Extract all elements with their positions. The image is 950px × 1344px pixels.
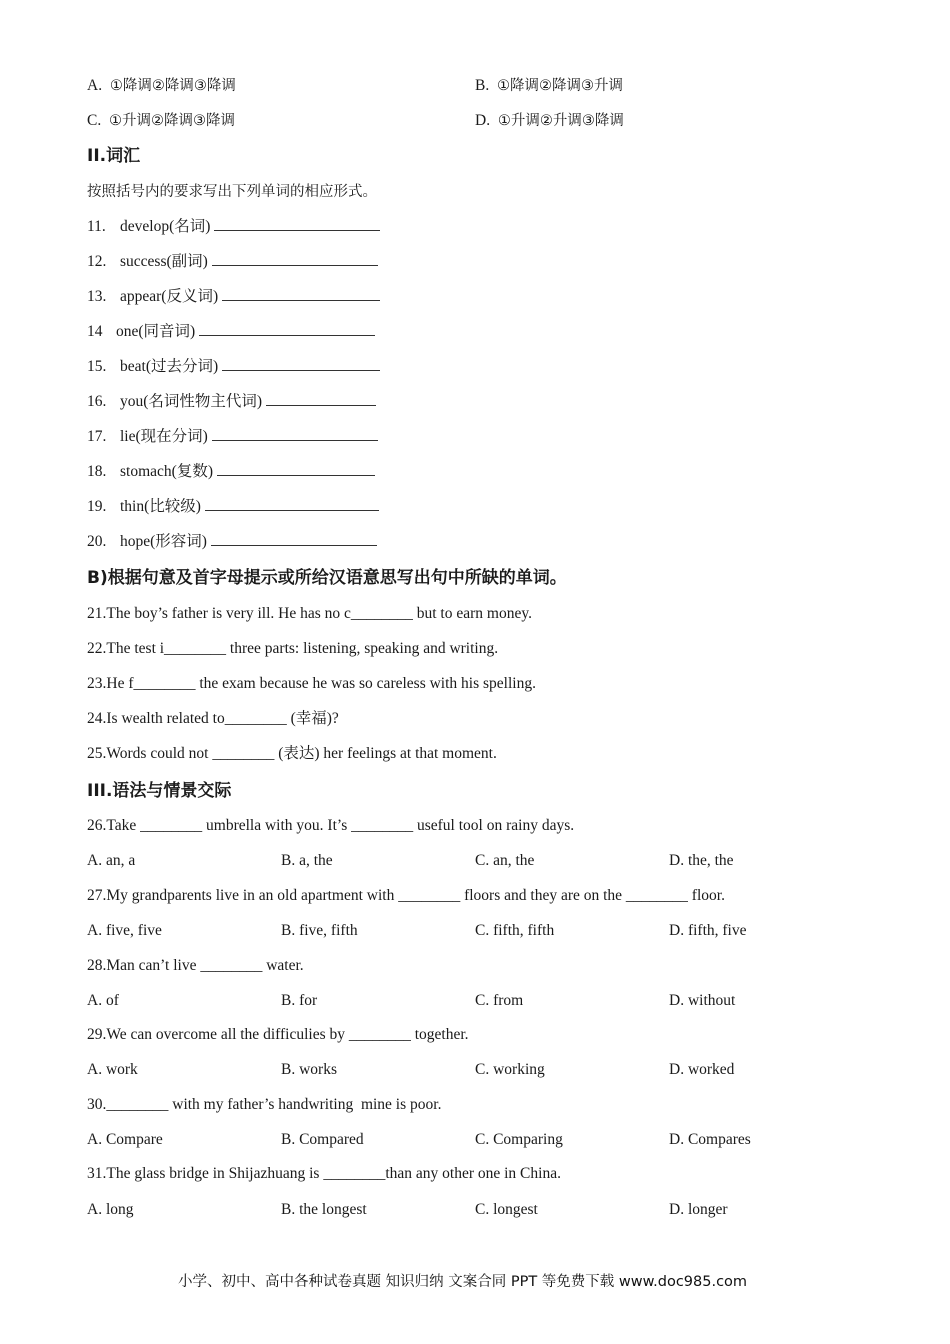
option-letter: D. <box>475 112 491 129</box>
tone-option-c <box>87 111 235 131</box>
option-text: ①降调②降调③降调 <box>109 78 236 94</box>
question-28: 28.Man can’t live ________ water. <box>87 957 304 974</box>
fill-sentence-21: 21.The boy’s father is very ill. He has no c________ but to earn money. <box>87 605 532 622</box>
answer-blank[interactable] <box>212 426 378 441</box>
answer-blank[interactable] <box>222 356 380 371</box>
item-word: develop(名词) <box>120 218 211 235</box>
page-footer: 小学、初中、高中各种试卷真题 知识归纳 文案合同 PPT 等免费下载 www.doc985.com <box>178 1274 748 1290</box>
fill-sentence-25: 25.Words could not ________ (表达) her feelings at that moment. <box>87 745 497 762</box>
section-heading-grammar: III.语法与情景交际 <box>87 781 232 801</box>
option-text: ①升调②降调③降调 <box>108 113 235 129</box>
item-number: 15. <box>87 358 107 375</box>
fill-sentence-22: 22.The test i________ three parts: listening, speaking and writing. <box>87 640 499 657</box>
item-word: one(同音词) <box>116 323 196 340</box>
answer-blank[interactable] <box>205 496 379 511</box>
choice-d[interactable]: D. without <box>669 992 736 1009</box>
tone-option-b <box>475 76 623 96</box>
item-word: you(名词性物主代词) <box>120 393 263 410</box>
choice-b[interactable]: B. a, the <box>281 852 333 869</box>
item-number: 20. <box>87 533 107 550</box>
vocab-item <box>87 461 375 482</box>
item-word: thin(比较级) <box>120 498 201 515</box>
item-word: success(副词) <box>120 253 208 270</box>
question-31: 31.The glass bridge in Shijazhuang is ________than any other one in China. <box>87 1165 561 1182</box>
tone-option-d <box>475 111 624 131</box>
vocab-item <box>87 321 375 342</box>
section-heading-vocabulary: II.词汇 <box>87 146 141 166</box>
vocab-item <box>87 356 380 377</box>
item-number: 12. <box>87 253 107 270</box>
option-letter: A. <box>87 77 103 94</box>
choice-c[interactable]: C. Comparing <box>475 1131 563 1148</box>
vocab-item <box>87 391 376 412</box>
answer-blank[interactable] <box>211 531 377 546</box>
fill-sentence-24: 24.Is wealth related to________ (幸福)? <box>87 710 339 727</box>
item-number: 13. <box>87 288 107 305</box>
choice-a[interactable]: A. an, a <box>87 852 136 869</box>
choice-b[interactable]: B. for <box>281 992 318 1009</box>
choice-d[interactable]: D. worked <box>669 1061 735 1078</box>
item-number: 11. <box>87 218 106 235</box>
question-27: 27.My grandparents live in an old apartment with ________ floors and they are on the ________ floor. <box>87 887 725 904</box>
item-number: 14 <box>87 323 103 340</box>
choice-a[interactable]: A. work <box>87 1061 138 1078</box>
choice-d[interactable]: D. the, the <box>669 852 734 869</box>
choice-d[interactable]: D. longer <box>669 1201 728 1218</box>
choice-c[interactable]: C. working <box>475 1061 545 1078</box>
choice-c[interactable]: C. from <box>475 992 524 1009</box>
answer-blank[interactable] <box>266 391 376 406</box>
choice-b[interactable]: B. five, fifth <box>281 922 358 939</box>
item-word: lie(现在分词) <box>120 428 208 445</box>
vocab-item <box>87 496 379 517</box>
vocab-item <box>87 216 380 237</box>
answer-blank[interactable] <box>214 216 380 231</box>
section-instruction: 按照括号内的要求写出下列单词的相应形式。 <box>87 184 377 200</box>
option-text: ①降调②降调③升调 <box>496 78 623 94</box>
tone-option-a <box>87 76 236 96</box>
choice-c[interactable]: C. fifth, fifth <box>475 922 555 939</box>
item-number: 19. <box>87 498 107 515</box>
choice-d[interactable]: D. Compares <box>669 1131 751 1148</box>
answer-blank[interactable] <box>222 286 380 301</box>
answer-blank[interactable] <box>199 321 375 336</box>
question-30: 30.________ with my father’s handwriting mine is poor. <box>87 1096 442 1113</box>
vocab-item <box>87 426 378 447</box>
choice-b[interactable]: B. the longest <box>281 1201 367 1218</box>
vocab-item <box>87 286 380 307</box>
answer-blank[interactable] <box>217 461 375 476</box>
vocab-item <box>87 531 377 552</box>
choice-a[interactable]: A. Compare <box>87 1131 163 1148</box>
question-26: 26.Take ________ umbrella with you. It’s ________ useful tool on rainy days. <box>87 817 575 834</box>
vocab-item <box>87 251 378 272</box>
choice-c[interactable]: C. longest <box>475 1201 538 1218</box>
choice-c[interactable]: C. an, the <box>475 852 535 869</box>
item-number: 18. <box>87 463 107 480</box>
option-text: ①升调②升调③降调 <box>497 113 624 129</box>
question-29: 29.We can overcome all the difficulies by ________ together. <box>87 1026 469 1043</box>
section-heading-fill-words: B)根据句意及首字母提示或所给汉语意思写出句中所缺的单词。 <box>87 568 567 588</box>
choice-b[interactable]: B. works <box>281 1061 337 1078</box>
option-letter: B. <box>475 77 490 94</box>
item-number: 17. <box>87 428 107 445</box>
item-word: appear(反义词) <box>120 288 219 305</box>
answer-blank[interactable] <box>212 251 378 266</box>
item-number: 16. <box>87 393 107 410</box>
item-word: stomach(复数) <box>120 463 213 480</box>
option-letter: C. <box>87 112 102 129</box>
choice-a[interactable]: A. of <box>87 992 119 1009</box>
choice-b[interactable]: B. Compared <box>281 1131 364 1148</box>
item-word: beat(过去分词) <box>120 358 219 375</box>
choice-a[interactable]: A. five, five <box>87 922 162 939</box>
item-word: hope(形容词) <box>120 533 207 550</box>
choice-a[interactable]: A. long <box>87 1201 134 1218</box>
choice-d[interactable]: D. fifth, five <box>669 922 747 939</box>
fill-sentence-23: 23.He f________ the exam because he was so careless with his spelling. <box>87 675 536 692</box>
